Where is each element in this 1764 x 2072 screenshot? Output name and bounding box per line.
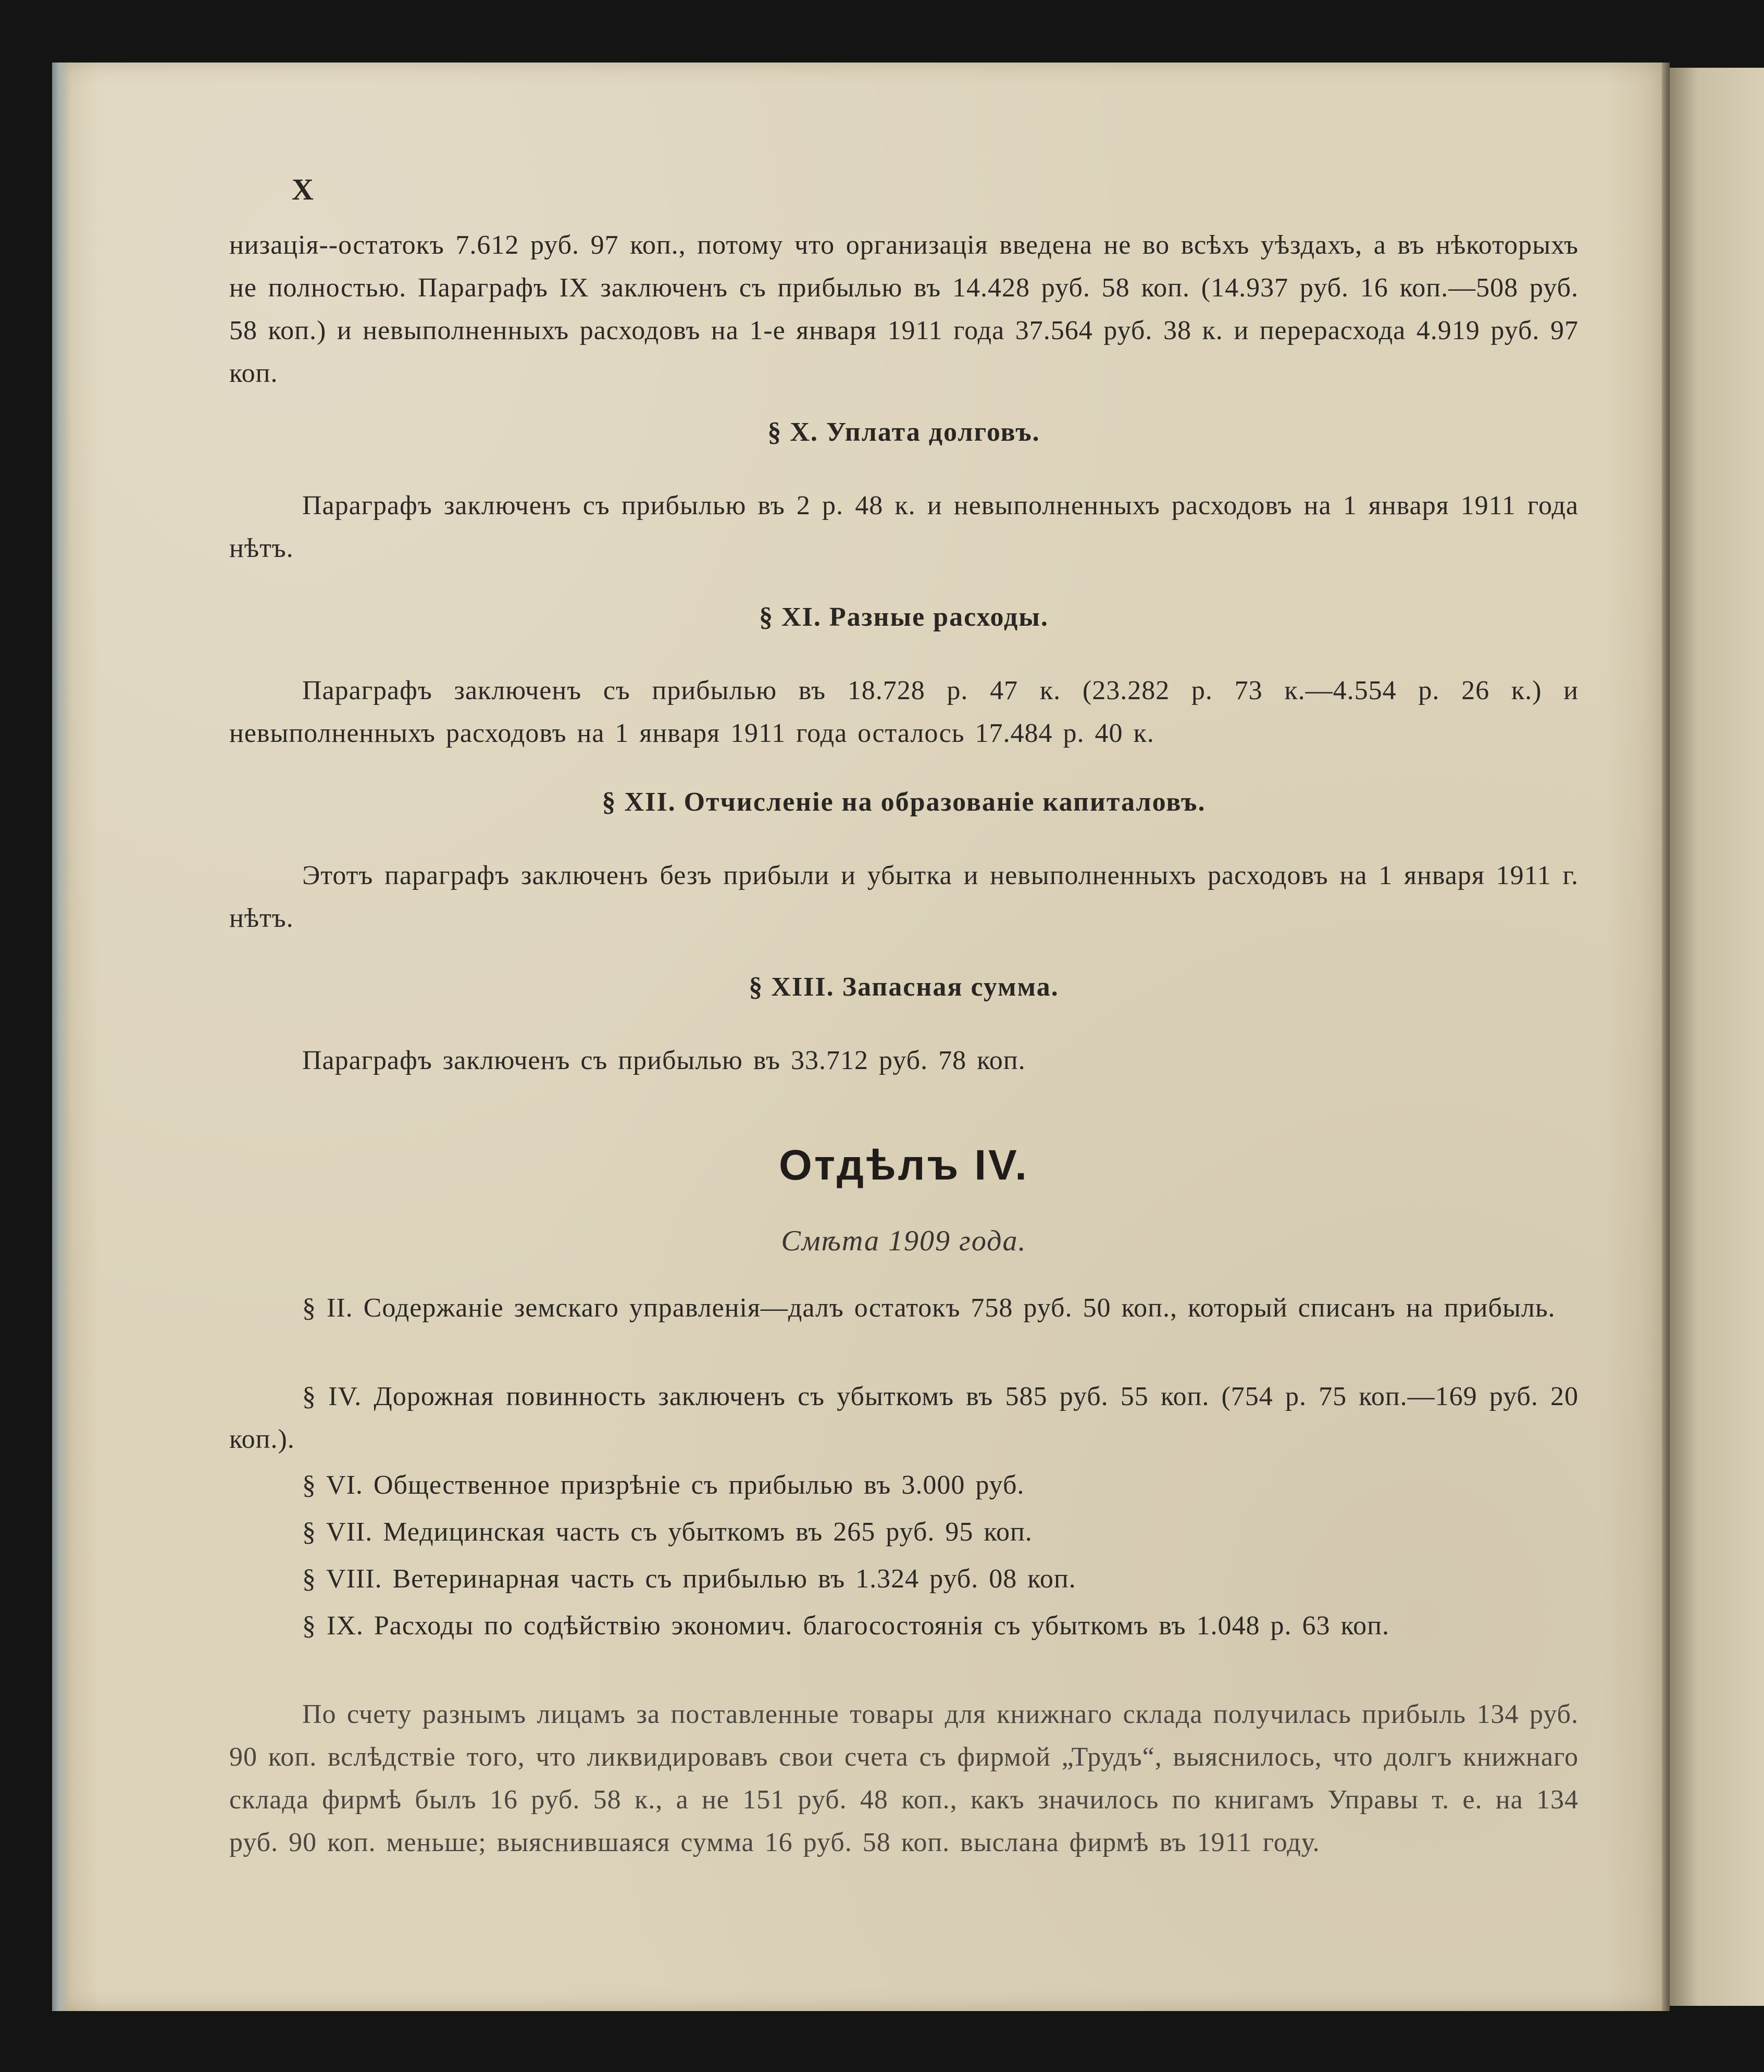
heading-section-xi: § XI. Разные расходы. bbox=[759, 602, 1049, 632]
paragraph-section-xiii: Параграфъ заключенъ съ прибылью въ 33.712 руб. 78 коп. bbox=[302, 1046, 1026, 1075]
page-left-edge bbox=[52, 63, 71, 2011]
heading-section-x: § X. Уплата долговъ. bbox=[767, 417, 1040, 447]
intro-paragraph: низація--остатокъ 7.612 руб. 97 коп., потому что организація введена не во всѣхъ уѣздахъ, а въ нѣкоторыхъ не полностью. Параграфъ IX заключенъ съ прибылью въ 14.428 руб. 58 коп. (14.937 руб. 16 коп.—508 руб. 58 коп.) и невыполненныхъ расходовъ на 1-е января 1911 года 37.564 руб. 38 к. и перерасхода 4.919 руб. 97 коп. bbox=[229, 230, 1579, 388]
section-subtitle: Смѣта 1909 года. bbox=[781, 1225, 1027, 1257]
estimate-item: § IX. Расходы по содѣйствію экономич. благосостоянія съ убыткомъ въ 1.048 р. 63 коп. bbox=[302, 1611, 1389, 1641]
section-title: Отдѣлъ IV. bbox=[779, 1142, 1029, 1189]
heading-section-xii: § XII. Отчисленіе на образованіе капиталовъ. bbox=[602, 787, 1206, 817]
page-number: X bbox=[292, 172, 315, 206]
estimate-item: § II. Содержаніе земскаго управленія—далъ остатокъ 758 руб. 50 коп., который списанъ на прибыль. bbox=[302, 1293, 1556, 1323]
paragraph-section-x: Параграфъ заключенъ съ прибылью въ 2 р. 48 к. и невыполненныхъ расходовъ на 1 января 1911 года нѣтъ. bbox=[229, 491, 1579, 563]
paragraph-section-xii: Этотъ параграфъ заключенъ безъ прибыли и убытка и невыполненныхъ расходовъ на 1 января 1911 г. нѣтъ. bbox=[229, 861, 1579, 933]
paragraph-section-xi: Параграфъ заключенъ съ прибылью въ 18.728 р. 47 к. (23.282 р. 73 к.—4.554 р. 26 к.) и невыполненныхъ расходовъ на 1 января 1911 года осталось 17.484 р. 40 к. bbox=[229, 676, 1579, 748]
final-paragraph: По счету разнымъ лицамъ за поставленные товары для книжнаго склада получилась прибыль 134 руб. 90 коп. вслѣдствіе того, что ликвидировавъ свои счета съ фирмой „Трудъ“, выяснилось, что долгъ книжнаго склада фирмѣ былъ 16 руб. 58 к., а не 151 руб. 48 коп., какъ значилось по книгамъ Управы т. е. на 134 руб. 90 коп. меньше; выяснившаяся сумма 16 руб. 58 коп. выслана фирмѣ въ 1911 году. bbox=[229, 1699, 1579, 1857]
estimate-item: § VII. Медицинская часть съ убыткомъ въ 265 руб. 95 коп. bbox=[302, 1517, 1033, 1547]
adjacent-page-edge bbox=[1670, 68, 1764, 2006]
estimate-item: § VI. Общественное призрѣніе съ прибылью въ 3.000 руб. bbox=[302, 1470, 1025, 1500]
heading-section-xiii: § XIII. Запасная сумма. bbox=[749, 972, 1059, 1002]
estimate-item: § IV. Дорожная повинность заключенъ съ убыткомъ въ 585 руб. 55 коп. (754 р. 75 коп.—169 руб. 20 коп.). bbox=[229, 1382, 1579, 1454]
estimate-item: § VIII. Ветеринарная часть съ прибылью въ 1.324 руб. 08 коп. bbox=[302, 1564, 1076, 1594]
